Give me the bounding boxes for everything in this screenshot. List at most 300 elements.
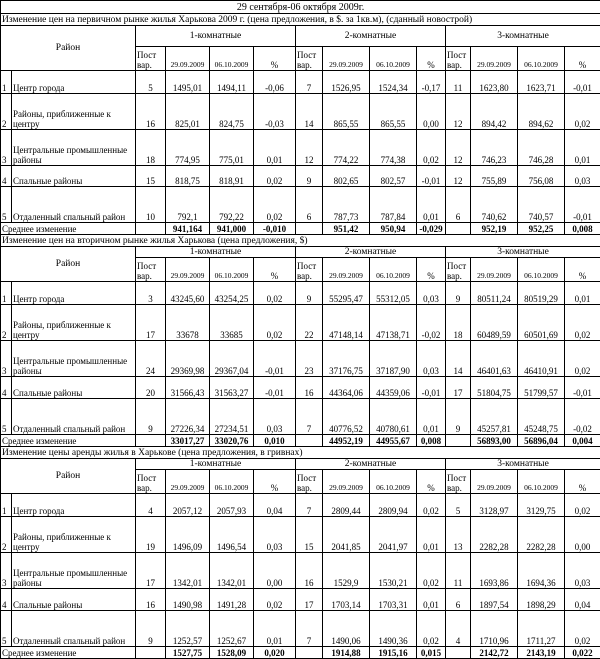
post-count: 7	[296, 494, 323, 517]
price-start: 1496,09	[166, 517, 210, 553]
percent-change: -0,01	[417, 166, 446, 187]
price-start: 40776,52	[323, 399, 370, 435]
price-start: 33678	[166, 305, 210, 341]
price-start: 1529,9	[323, 553, 370, 589]
district-row	[1, 399, 600, 435]
post-count-empty	[446, 435, 471, 447]
percent-change: 0,03	[417, 341, 446, 377]
average-row	[1, 647, 600, 659]
price-end: 2041,97	[370, 517, 417, 553]
post-count-empty	[136, 647, 166, 659]
price-end: 31563,27	[210, 377, 254, 399]
percent-change: -0,17	[417, 71, 446, 94]
price-start: 31566,43	[166, 377, 210, 399]
date-start-header: 29.09.2009	[323, 470, 370, 494]
price-start: 43245,60	[166, 282, 210, 305]
price-end: 2057,93	[210, 494, 254, 517]
percent-change: 0,02	[417, 553, 446, 589]
date-end-header: 06.10.2009	[518, 47, 565, 71]
price-start: 46401,63	[471, 341, 518, 377]
price-start: 45257,81	[471, 399, 518, 435]
post-var-header: Пост вар.	[136, 470, 166, 494]
district-row	[1, 377, 600, 399]
percent-change: -0,06	[254, 71, 296, 94]
district-name: Отдаленный спальный район	[12, 399, 136, 435]
avg-percent-change: 0,008	[417, 435, 446, 447]
district-name: Спальные районы	[12, 166, 136, 187]
district-name: Центральные промышленные районы	[12, 553, 136, 589]
district-row	[1, 94, 600, 130]
date-start-header: 29.09.2009	[323, 47, 370, 71]
district-name: Районы, приближенные к центру	[12, 94, 136, 130]
post-var-header: Пост вар.	[296, 470, 323, 494]
section-heading-row	[1, 447, 600, 459]
price-end: 80519,29	[518, 282, 565, 305]
post-count: 17	[446, 377, 471, 399]
price-end: 1694,36	[518, 553, 565, 589]
post-count: 13	[446, 517, 471, 553]
price-end: 865,55	[370, 94, 417, 130]
post-count: 24	[136, 341, 166, 377]
post-count: 20	[136, 377, 166, 399]
price-start: 818,75	[166, 166, 210, 187]
date-start-header: 29.09.2009	[166, 47, 210, 71]
row-index: 3	[1, 341, 12, 377]
post-count-empty	[296, 647, 323, 659]
post-count: 14	[446, 341, 471, 377]
district-name: Спальные районы	[12, 377, 136, 399]
percent-change: 0,01	[417, 399, 446, 435]
avg-price-start: 1914,88	[323, 647, 370, 659]
percent-change: 0,03	[254, 517, 296, 553]
price-start: 774,95	[166, 130, 210, 166]
district-row	[1, 130, 600, 166]
price-start: 1342,01	[166, 553, 210, 589]
row-index: 4	[1, 377, 12, 399]
price-start: 47148,14	[323, 305, 370, 341]
price-end: 51799,57	[518, 377, 565, 399]
post-var-header: Пост вар.	[296, 258, 323, 282]
date-end-header: 06.10.2009	[370, 470, 417, 494]
price-end: 802,57	[370, 166, 417, 187]
date-start-header: 29.09.2009	[471, 47, 518, 71]
row-index: 5	[1, 399, 12, 435]
percent-change: 0,03	[565, 553, 600, 589]
price-end: 824,75	[210, 94, 254, 130]
price-start: 1490,06	[323, 611, 370, 647]
avg-price-start: 56893,00	[471, 435, 518, 447]
price-start: 1693,86	[471, 553, 518, 589]
post-count: 16	[136, 589, 166, 611]
price-start: 1710,96	[471, 611, 518, 647]
post-var-header: Пост вар.	[136, 258, 166, 282]
price-start: 2282,28	[471, 517, 518, 553]
post-var-header: Пост вар.	[446, 47, 471, 71]
percent-change: -0,01	[254, 341, 296, 377]
post-count: 9	[446, 282, 471, 305]
post-count: 9	[136, 611, 166, 647]
percent-change: 0,02	[565, 94, 600, 130]
percent-change: 0,02	[254, 305, 296, 341]
avg-price-end: 1528,09	[210, 647, 254, 659]
post-count: 7	[296, 611, 323, 647]
price-end: 1703,31	[370, 589, 417, 611]
average-label: Среднее изменение	[1, 223, 136, 235]
price-end: 47138,71	[370, 305, 417, 341]
percent-change: -0,01	[565, 187, 600, 223]
price-start: 787,73	[323, 187, 370, 223]
price-end: 774,38	[370, 130, 417, 166]
date-end-header: 06.10.2009	[518, 470, 565, 494]
avg-percent-change: 0,015	[417, 647, 446, 659]
avg-price-end: 44955,67	[370, 435, 417, 447]
price-start: 1490,98	[166, 589, 210, 611]
post-count: 4	[446, 611, 471, 647]
post-count: 16	[296, 553, 323, 589]
row-index: 5	[1, 611, 12, 647]
district-name: Центральные промышленные районы	[12, 341, 136, 377]
row-index: 3	[1, 130, 12, 166]
percent-change: 0,02	[254, 282, 296, 305]
district-row	[1, 71, 600, 94]
percent-change: 0,02	[254, 589, 296, 611]
price-end: 1491,28	[210, 589, 254, 611]
percent-change: 0,00	[254, 553, 296, 589]
row-index: 3	[1, 553, 12, 589]
avg-price-end: 952,25	[518, 223, 565, 235]
price-start: 865,55	[323, 94, 370, 130]
post-count-empty	[296, 435, 323, 447]
avg-percent-change: -0,029	[417, 223, 446, 235]
district-row	[1, 517, 600, 553]
section-heading: Изменение цен на первичном рынке жилья Харькова 2009 г. (цена предложения, в $. за 1кв.м), (сданный новострой)	[1, 14, 600, 26]
district-row	[1, 166, 600, 187]
row-index: 2	[1, 517, 12, 553]
average-label: Среднее изменение	[1, 647, 136, 659]
post-count: 19	[136, 517, 166, 553]
post-count: 22	[296, 305, 323, 341]
avg-percent-change: 0,004	[565, 435, 600, 447]
district-row	[1, 553, 600, 589]
post-count: 9	[446, 399, 471, 435]
post-count: 23	[296, 341, 323, 377]
percent-change: 0,01	[254, 130, 296, 166]
avg-price-start: 33017,27	[166, 435, 210, 447]
post-count-empty	[446, 647, 471, 659]
avg-price-end: 2143,19	[518, 647, 565, 659]
percent-header: %	[417, 47, 446, 71]
post-count: 7	[296, 399, 323, 435]
post-count: 17	[136, 305, 166, 341]
post-count: 5	[446, 494, 471, 517]
post-var-header: Пост вар.	[296, 47, 323, 71]
post-var-header: Пост вар.	[136, 47, 166, 71]
price-start: 894,42	[471, 94, 518, 130]
average-label: Среднее изменение	[1, 435, 136, 447]
avg-price-start: 44952,19	[323, 435, 370, 447]
price-start: 1252,57	[166, 611, 210, 647]
post-count: 18	[136, 130, 166, 166]
avg-price-end: 33020,76	[210, 435, 254, 447]
date-end-header: 06.10.2009	[370, 47, 417, 71]
price-start: 1623,80	[471, 71, 518, 94]
room-group-header: 2-комнатные	[296, 459, 446, 470]
percent-change: 0,02	[565, 611, 600, 647]
price-end: 55312,05	[370, 282, 417, 305]
post-count: 3	[136, 282, 166, 305]
district-name: Районы, приближенные к центру	[12, 305, 136, 341]
percent-change: -0,01	[565, 71, 600, 94]
price-end: 1494,11	[210, 71, 254, 94]
price-end: 43254,25	[210, 282, 254, 305]
date-start-header: 29.09.2009	[166, 470, 210, 494]
price-start: 37176,75	[323, 341, 370, 377]
room-group-header: 1-комнатные	[136, 459, 296, 470]
percent-change: 0,02	[254, 166, 296, 187]
average-row	[1, 435, 600, 447]
price-end: 33685	[210, 305, 254, 341]
district-row	[1, 187, 600, 223]
district-column-header: Район	[1, 459, 136, 494]
post-count: 4	[136, 494, 166, 517]
avg-price-start: 951,42	[323, 223, 370, 235]
avg-percent-change: 0,008	[565, 223, 600, 235]
percent-change: 0,02	[417, 130, 446, 166]
percent-change: 0,01	[417, 187, 446, 223]
price-end: 746,28	[518, 130, 565, 166]
avg-price-start: 1527,75	[166, 647, 210, 659]
post-count: 12	[446, 166, 471, 187]
price-end: 3129,75	[518, 494, 565, 517]
price-start: 740,62	[471, 187, 518, 223]
price-end: 775,01	[210, 130, 254, 166]
percent-change: 0,02	[254, 187, 296, 223]
avg-price-end: 950,94	[370, 223, 417, 235]
percent-change: 0,02	[565, 341, 600, 377]
price-start: 27226,34	[166, 399, 210, 435]
price-end: 1711,27	[518, 611, 565, 647]
post-count-empty	[446, 223, 471, 235]
avg-price-end: 941,000	[210, 223, 254, 235]
district-name: Центральные промышленные районы	[12, 130, 136, 166]
date-start-header: 29.09.2009	[323, 258, 370, 282]
post-count: 6	[296, 187, 323, 223]
price-start: 1526,95	[323, 71, 370, 94]
avg-price-start: 2142,72	[471, 647, 518, 659]
section-heading-row	[1, 14, 600, 26]
price-start: 29369,98	[166, 341, 210, 377]
percent-change: 0,04	[565, 589, 600, 611]
price-start: 2057,12	[166, 494, 210, 517]
percent-change: 0,04	[254, 494, 296, 517]
price-end: 740,57	[518, 187, 565, 223]
price-end: 40780,61	[370, 399, 417, 435]
price-end: 45248,75	[518, 399, 565, 435]
district-row	[1, 589, 600, 611]
row-index: 1	[1, 494, 12, 517]
price-start: 60489,59	[471, 305, 518, 341]
percent-change: 0,03	[417, 282, 446, 305]
percent-change: -0,01	[254, 377, 296, 399]
price-start: 1495,01	[166, 71, 210, 94]
room-group-header: 3-комнатные	[446, 247, 600, 258]
percent-change: -0,03	[254, 94, 296, 130]
row-index: 2	[1, 94, 12, 130]
post-count: 16	[136, 94, 166, 130]
district-row	[1, 282, 600, 305]
avg-percent-change: 0,010	[254, 435, 296, 447]
percent-change: -0,02	[565, 399, 600, 435]
price-end: 894,62	[518, 94, 565, 130]
price-end: 1342,01	[210, 553, 254, 589]
percent-header: %	[417, 470, 446, 494]
percent-change: 0,01	[417, 517, 446, 553]
room-group-header: 3-комнатные	[446, 26, 600, 47]
district-row	[1, 611, 600, 647]
avg-percent-change: 0,022	[565, 647, 600, 659]
price-end: 1524,34	[370, 71, 417, 94]
percent-change: -0,02	[417, 305, 446, 341]
percent-header: %	[565, 470, 600, 494]
price-start: 746,23	[471, 130, 518, 166]
district-name: Отдаленный спальный район	[12, 611, 136, 647]
price-end: 2809,94	[370, 494, 417, 517]
row-index: 1	[1, 282, 12, 305]
percent-change: 0,02	[565, 305, 600, 341]
price-start: 1897,54	[471, 589, 518, 611]
row-index: 2	[1, 305, 12, 341]
section-heading-row	[1, 235, 600, 247]
row-index: 4	[1, 166, 12, 187]
room-group-header: 3-комнатные	[446, 459, 600, 470]
post-count: 18	[446, 305, 471, 341]
price-end: 27234,51	[210, 399, 254, 435]
district-name: Районы, приближенные к центру	[12, 517, 136, 553]
price-end: 1898,29	[518, 589, 565, 611]
price-start: 2041,85	[323, 517, 370, 553]
post-count: 9	[296, 282, 323, 305]
district-name: Центр города	[12, 71, 136, 94]
district-name: Центр города	[12, 282, 136, 305]
percent-change: 0,01	[417, 589, 446, 611]
percent-change: 0,01	[565, 130, 600, 166]
post-count: 12	[296, 130, 323, 166]
room-group-header: 2-комнатные	[296, 247, 446, 258]
row-index: 1	[1, 71, 12, 94]
district-name: Спальные районы	[12, 589, 136, 611]
price-end: 2282,28	[518, 517, 565, 553]
avg-price-start: 941,164	[166, 223, 210, 235]
avg-price-start: 952,19	[471, 223, 518, 235]
row-index: 5	[1, 187, 12, 223]
post-count: 17	[296, 589, 323, 611]
price-start: 3128,97	[471, 494, 518, 517]
date-end-header: 06.10.2009	[518, 258, 565, 282]
price-end: 792,22	[210, 187, 254, 223]
price-end: 1252,67	[210, 611, 254, 647]
percent-change: 0,00	[417, 94, 446, 130]
price-start: 792,1	[166, 187, 210, 223]
price-end: 44359,06	[370, 377, 417, 399]
price-start: 774,22	[323, 130, 370, 166]
avg-price-end: 1915,16	[370, 647, 417, 659]
price-end: 37187,90	[370, 341, 417, 377]
row-index: 4	[1, 589, 12, 611]
price-end: 818,91	[210, 166, 254, 187]
date-start-header: 29.09.2009	[471, 470, 518, 494]
post-count: 12	[446, 94, 471, 130]
post-var-header: Пост вар.	[446, 258, 471, 282]
price-end: 46410,91	[518, 341, 565, 377]
date-end-header: 06.10.2009	[370, 258, 417, 282]
price-start: 2809,44	[323, 494, 370, 517]
district-row	[1, 305, 600, 341]
price-start: 1703,14	[323, 589, 370, 611]
price-end: 1530,21	[370, 553, 417, 589]
district-column-header: Район	[1, 247, 136, 282]
percent-change: -0,01	[565, 377, 600, 399]
district-column-header: Район	[1, 26, 136, 71]
room-group-header: 1-комнатные	[136, 247, 296, 258]
post-count: 5	[136, 71, 166, 94]
post-count: 12	[446, 130, 471, 166]
post-count: 10	[136, 187, 166, 223]
post-var-header: Пост вар.	[446, 470, 471, 494]
price-start: 44364,06	[323, 377, 370, 399]
avg-price-end: 56896,04	[518, 435, 565, 447]
district-name: Отдаленный спальный район	[12, 187, 136, 223]
average-row	[1, 223, 600, 235]
district-name: Центр города	[12, 494, 136, 517]
percent-header: %	[417, 258, 446, 282]
percent-header: %	[254, 258, 296, 282]
district-row	[1, 341, 600, 377]
percent-change: -0,01	[417, 377, 446, 399]
post-count-empty	[136, 223, 166, 235]
price-end: 1490,36	[370, 611, 417, 647]
percent-change: 0,03	[254, 399, 296, 435]
date-start-header: 29.09.2009	[471, 258, 518, 282]
post-count: 6	[446, 589, 471, 611]
post-count-empty	[296, 223, 323, 235]
post-count: 9	[296, 166, 323, 187]
price-start: 80511,24	[471, 282, 518, 305]
district-row	[1, 494, 600, 517]
room-group-header: 2-комнатные	[296, 26, 446, 47]
percent-change: 0,02	[417, 611, 446, 647]
price-end: 756,08	[518, 166, 565, 187]
percent-change: 0,03	[565, 166, 600, 187]
percent-change: 0,00	[565, 517, 600, 553]
post-count: 11	[446, 71, 471, 94]
price-start: 802,65	[323, 166, 370, 187]
date-end-header: 06.10.2009	[210, 258, 254, 282]
post-count: 7	[296, 71, 323, 94]
price-start: 755,89	[471, 166, 518, 187]
percent-change: 0,02	[417, 494, 446, 517]
room-group-header: 1-комнатные	[136, 26, 296, 47]
percent-change: 0,01	[565, 282, 600, 305]
date-end-header: 06.10.2009	[210, 470, 254, 494]
price-end: 787,84	[370, 187, 417, 223]
percent-change: 0,01	[254, 611, 296, 647]
post-count: 17	[136, 553, 166, 589]
post-count: 16	[296, 377, 323, 399]
price-end: 1623,71	[518, 71, 565, 94]
percent-header: %	[565, 47, 600, 71]
avg-percent-change: 0,020	[254, 647, 296, 659]
section-heading: Изменение цен на вторичном рынке жилья Харькова (цена предложения, $)	[1, 235, 600, 247]
